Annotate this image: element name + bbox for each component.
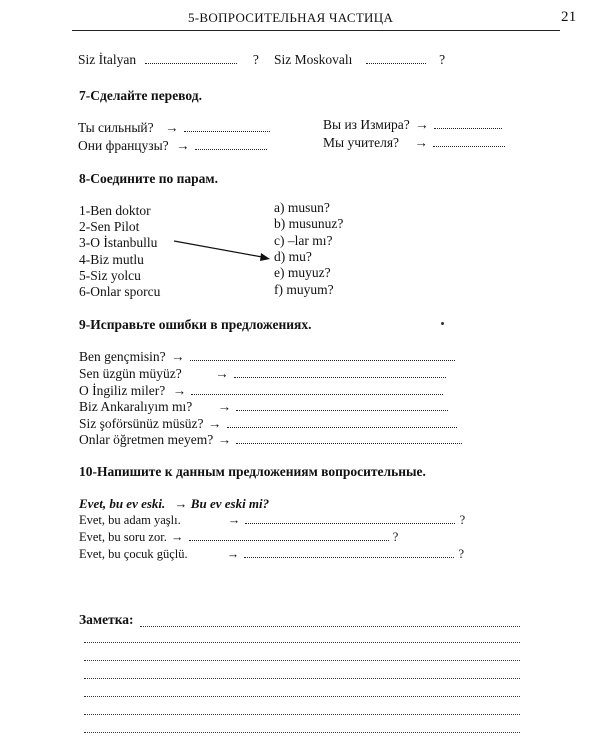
- ex9-heading: 9-Исправьте ошибки в предложениях.: [79, 317, 312, 332]
- ex9-item: Onlar öğretmen meyem? →: [79, 432, 462, 448]
- answer-blank[interactable]: [227, 417, 457, 428]
- ex8-left-item: 3-O İstanbullu: [79, 235, 158, 250]
- ex7-heading: 7-Сделайте перевод.: [79, 88, 202, 103]
- answer-blank[interactable]: [234, 367, 446, 378]
- note-line[interactable]: [84, 660, 520, 661]
- ex8-left-item: 6-Onlar sporcu: [79, 284, 161, 299]
- ex10-item: Evet, bu çocuk güçlü. → ?: [79, 547, 465, 561]
- ex7-item: Ты сильный? →: [78, 120, 270, 136]
- stray-mark: [441, 322, 444, 325]
- answer-blank[interactable]: [236, 433, 462, 444]
- ex8-left-item: 2-Sen Pilot: [79, 219, 140, 234]
- note-line[interactable]: [84, 732, 520, 733]
- note-line[interactable]: [84, 696, 520, 697]
- page-number: 21: [561, 9, 577, 25]
- note-line[interactable]: [84, 642, 520, 643]
- answer-blank[interactable]: [190, 350, 455, 361]
- ex8-right-item: e) muyuz?: [274, 265, 331, 280]
- ex7-item: Они французы? →: [78, 138, 267, 154]
- matching-arrow-head: [260, 253, 270, 261]
- ex8-right-item: f) muyum?: [274, 282, 334, 297]
- ex8-heading: 8-Соедините по парам.: [79, 171, 218, 186]
- ex8-left-item: 4-Biz mutlu: [79, 252, 144, 267]
- matching-arrow-line: [174, 241, 262, 257]
- intro-left: Siz İtalyan ?: [78, 52, 259, 67]
- running-header-title: 5-ВОПРОСИТЕЛЬНАЯ ЧАСТИЦА: [188, 10, 394, 25]
- note-line[interactable]: [84, 678, 520, 679]
- answer-blank[interactable]: [191, 384, 443, 395]
- ex9-item: Biz Ankaralıyım mı? →: [79, 399, 448, 415]
- note-line[interactable]: [84, 714, 520, 715]
- ex7-item: Вы из Измира? →: [323, 117, 502, 133]
- ex8-left-item: 5-Siz yolcu: [79, 268, 141, 283]
- ex7-item: Мы учителя? →: [323, 135, 505, 151]
- ex10-item: Evet, bu adam yaşlı. → ?: [79, 513, 466, 527]
- ex8-right-item: c) –lar mı?: [274, 233, 333, 248]
- ex9-item: Sen üzgün müyüz? →: [79, 366, 446, 382]
- answer-blank[interactable]: [245, 513, 455, 524]
- ex10-item: Evet, bu soru zor. → ?: [79, 530, 399, 544]
- ex10-example: Evet, bu ev eski. → Bu ev eski mi?: [79, 496, 270, 511]
- note-label: Заметка:: [79, 612, 134, 627]
- intro-right: Siz Moskovalı ?: [274, 52, 446, 67]
- ex8-right-item: b) musunuz?: [274, 216, 344, 231]
- note-line[interactable]: [140, 626, 520, 627]
- ex9-item: O İngiliz miler? →: [79, 383, 443, 399]
- answer-blank[interactable]: [244, 547, 454, 558]
- ex8-right-item: a) musun?: [274, 200, 330, 215]
- ex10-heading: 10-Напишите к данным предложениям вопросительные.: [79, 464, 426, 479]
- ex9-item: Siz şoförsünüz müsüz? →: [79, 416, 457, 432]
- ex8-right-item: d) mu?: [274, 249, 312, 264]
- answer-blank[interactable]: [189, 530, 389, 541]
- ex9-item: Ben gençmisin? →: [79, 349, 455, 365]
- answer-blank[interactable]: [236, 400, 448, 411]
- ex8-left-item: 1-Ben doktor: [79, 203, 151, 218]
